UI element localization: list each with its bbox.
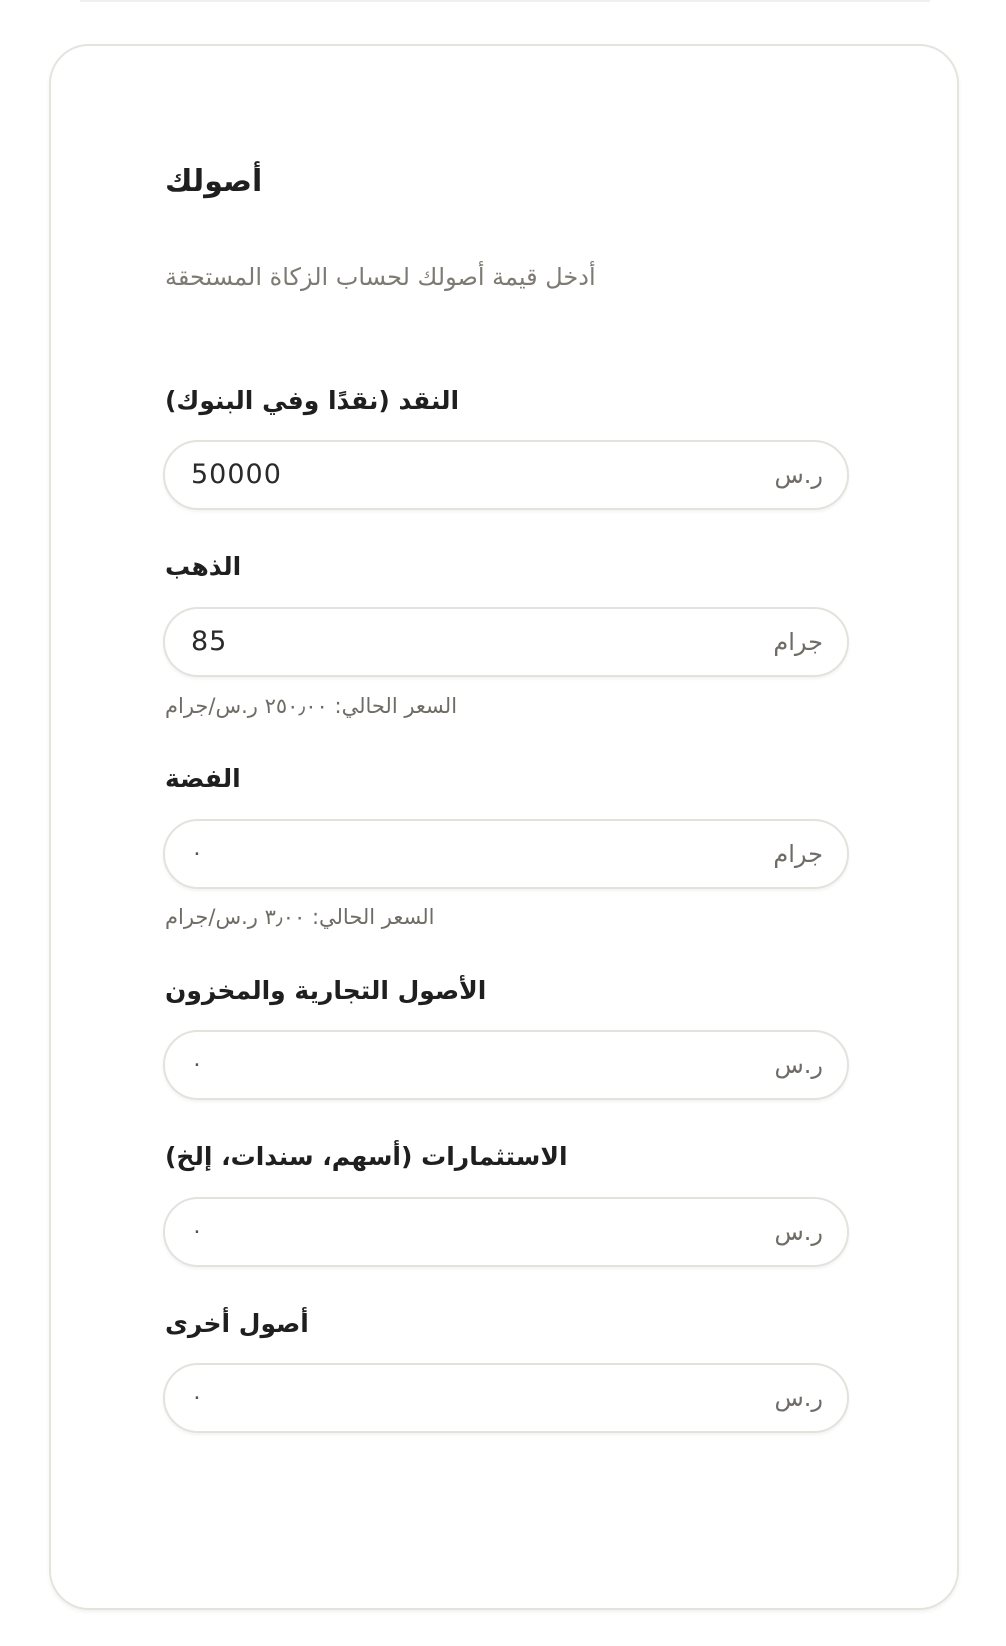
silver-input-value: ٠ [191,841,203,866]
gold-label: الذهب [165,552,242,581]
gold-unit: جرام [773,628,823,656]
top-divider [80,0,930,2]
cash-unit: ر.س [774,461,823,489]
other-assets-label: أصول أخرى [165,1309,309,1338]
other-assets-unit: ر.س [774,1384,823,1412]
cash-label: النقد (نقدًا وفي البنوك) [165,386,460,415]
investments-label: الاستثمارات (أسهم، سندات، إلخ) [165,1142,568,1171]
cash-input-value: 50000 [191,459,282,490]
silver-unit: جرام [773,840,823,868]
gold-input[interactable] [163,607,849,677]
cash-input[interactable] [163,440,849,510]
gold-price-help: السعر الحالي: ٢٥٠٫٠٠ ر.س/جرام [165,694,458,718]
gold-input-value: 85 [191,626,228,657]
investments-input[interactable] [163,1197,849,1267]
investments-input-value: ٠ [191,1219,203,1244]
silver-input[interactable] [163,819,849,889]
card-subtitle: أدخل قيمة أصولك لحساب الزكاة المستحقة [165,263,596,291]
other-assets-input-value: ٠ [191,1385,203,1410]
assets-card [49,44,959,1610]
other-assets-input[interactable] [163,1363,849,1433]
silver-price-help: السعر الحالي: ٣٫٠٠ ر.س/جرام [165,905,435,929]
silver-label: الفضة [165,764,241,793]
trade-assets-input[interactable] [163,1030,849,1100]
card-title: أصولك [165,164,263,199]
trade-assets-input-value: ٠ [191,1052,203,1077]
trade-assets-label: الأصول التجارية والمخزون [165,976,487,1005]
trade-assets-unit: ر.س [774,1051,823,1079]
investments-unit: ر.س [774,1218,823,1246]
